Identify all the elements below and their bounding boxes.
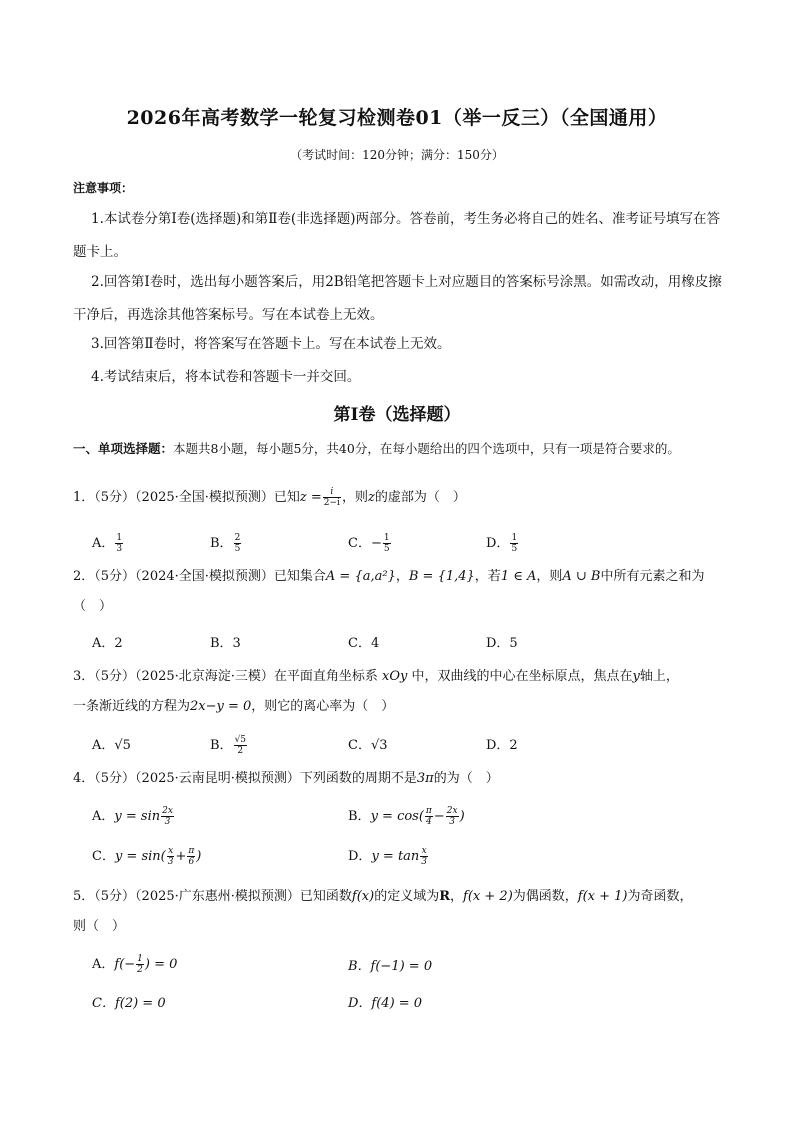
option-expr: f(− xyxy=(114,957,136,972)
frac-num: 1 xyxy=(116,533,123,543)
q2-stem-text: 中所有元素之和为 xyxy=(600,569,705,584)
frac-num: 1 xyxy=(511,533,518,543)
question-3-stem xyxy=(73,662,733,692)
q3-stem-text: 中，双曲线的中心在坐标原点，焦点在 xyxy=(411,669,633,684)
option-fraction xyxy=(167,846,175,867)
question-5-stem xyxy=(73,882,733,912)
notice-heading: 注意事项： xyxy=(73,181,134,195)
q4-stem-text: 4．（5分）（2025·云南昆明·模拟预测）下列函数的周期不是 xyxy=(73,771,417,786)
q1-frac-den: 2−i xyxy=(323,498,340,508)
option-fraction xyxy=(446,806,459,827)
option-label: D． xyxy=(486,536,510,551)
section-intro xyxy=(73,438,728,460)
q5-option-a[interactable] xyxy=(92,953,177,975)
frac-den: 5 xyxy=(383,544,390,554)
q4-option-d[interactable] xyxy=(348,845,429,867)
option-label: C． xyxy=(348,536,371,551)
option-label: B． xyxy=(210,536,233,551)
q4-option-b[interactable] xyxy=(348,805,465,827)
notice-item-2 xyxy=(73,266,728,332)
q5-stem-text: 为偶函数， xyxy=(512,889,578,904)
section-intro-text: 本题共8小题，每小题5分，共40分，在每小题给出的四个选项中，只有一项是符合要求的。 xyxy=(173,441,680,456)
notice-item-text: 1.本试卷分第Ⅰ卷(选择题)和第Ⅱ卷(非选择题)两部分。答卷前，考生务必将自己的姓名、准考证号填写在答题卡上。 xyxy=(73,211,720,260)
question-4-stem xyxy=(73,764,733,794)
q2-option-d[interactable]: D．5 xyxy=(486,636,518,651)
q3-stem-text: 轴上， xyxy=(639,669,679,684)
question-1-stem xyxy=(73,483,733,513)
option-expr: y = sin xyxy=(114,809,161,824)
q2-stem-text: ， xyxy=(395,569,409,584)
option-fraction xyxy=(420,846,428,867)
frac-den: 3 xyxy=(421,857,428,867)
frac-num: x xyxy=(421,846,427,856)
question-2-stem xyxy=(73,562,733,592)
q5-func: f(x) xyxy=(351,889,375,904)
q2-option-a[interactable]: A．2 xyxy=(92,636,123,651)
q1-option-d[interactable] xyxy=(486,532,519,554)
option-fraction xyxy=(425,806,433,827)
frac-num: 1 xyxy=(383,533,390,543)
frac-num: 1 xyxy=(137,954,143,964)
q5-stem-text: 5．（5分）（2025·广东惠州·模拟预测）已知函数 xyxy=(73,889,352,904)
option-sign: − xyxy=(370,536,382,551)
q5-func-shift2: f(x + 2) xyxy=(463,889,513,904)
frac-den: 3 xyxy=(449,817,456,827)
frac-num: 2 xyxy=(234,533,241,543)
option-fraction xyxy=(115,533,123,554)
q1-var: z xyxy=(367,490,375,505)
q3-stem-text: 3．（5分）（2025·北京海淀·三模）在平面直角坐标系 xyxy=(73,669,378,684)
question-2-stem-cont: （ ） xyxy=(73,599,113,614)
option-expr: y = cos( xyxy=(370,809,424,824)
option-op: + xyxy=(175,849,187,864)
option-op: − xyxy=(433,809,445,824)
q1-stem-text: 的虚部为（ ） xyxy=(374,490,466,505)
q3-option-d[interactable]: D．2 xyxy=(486,738,518,753)
q2-union: A ∪ B xyxy=(562,569,601,584)
option-fraction xyxy=(510,533,518,554)
option-fraction xyxy=(383,533,391,554)
notice-item-text: 4.考试结束后，将本试卷和答题卡一并交回。 xyxy=(91,369,361,385)
q2-stem-text: 2．（5分）（2024·全国·模拟预测）已知集合 xyxy=(73,569,326,584)
q5-stem-text: ， xyxy=(450,889,464,904)
option-fraction xyxy=(187,846,195,867)
option-expr: ) xyxy=(459,809,465,824)
q3-option-c[interactable]: C．√3 xyxy=(348,738,388,753)
option-label: A． xyxy=(92,957,115,972)
q4-option-a[interactable] xyxy=(92,805,175,827)
frac-num: π xyxy=(188,846,195,856)
exam-title: 2026年高考数学一轮复习检测卷01（举一反三）（全国通用） xyxy=(126,107,668,129)
q2-stem-text: ，则 xyxy=(536,569,563,584)
q3-eq: 2x−y = 0 xyxy=(190,699,252,714)
option-label: B． xyxy=(210,738,233,753)
q1-stem-text: 1．（5分）（2025·全国·模拟预测）已知 xyxy=(73,490,300,505)
q2-option-c[interactable]: C．4 xyxy=(348,636,380,651)
q1-option-a[interactable] xyxy=(92,532,124,554)
option-label: A． xyxy=(92,809,115,824)
q2-set-b: B = {1,4} xyxy=(408,569,475,584)
frac-num: x xyxy=(168,846,174,856)
question-3-stem-cont xyxy=(73,692,733,722)
frac-den: 6 xyxy=(188,857,195,867)
frac-num: 2x xyxy=(162,806,173,816)
q2-condition: 1 ∈ A xyxy=(500,569,537,584)
frac-num: π xyxy=(425,806,432,816)
frac-den: 2 xyxy=(237,746,244,756)
q3-option-b[interactable] xyxy=(210,734,248,756)
q1-option-c[interactable] xyxy=(348,532,392,554)
question-5-stem-cont: 则（ ） xyxy=(73,919,126,934)
option-fraction xyxy=(161,806,174,827)
frac-den: 3 xyxy=(164,817,171,827)
q2-set-a: A = {a,a²} xyxy=(325,569,396,584)
notice-item-text: 3.回答第Ⅱ卷时，将答案写在答题卡上。写在本试卷上无效。 xyxy=(91,336,451,352)
q1-fraction xyxy=(323,487,341,508)
q5-stem-text: 的定义域为 xyxy=(374,889,440,904)
section-title: 第Ⅰ卷（选择题） xyxy=(333,405,461,425)
q2-stem-text: ，若 xyxy=(474,569,501,584)
notice-item-3 xyxy=(73,328,728,361)
q3-coord: xOy xyxy=(382,669,408,684)
exam-subtitle: （考试时间：120分钟；满分：150分） xyxy=(290,148,504,162)
q5-func-shift1: f(x + 1) xyxy=(577,889,628,904)
notice-item-text: 2.回答第Ⅰ卷时，选出每小题答案后，用2B铅笔把答题卡上对应题目的答案标号涂黑。如需改动，用橡皮擦干净后，再选涂其他答案标号。写在本试卷上无效。 xyxy=(73,274,722,323)
q5-option-c[interactable]: C．f(2) = 0 xyxy=(92,996,166,1011)
q1-option-b[interactable] xyxy=(210,532,242,554)
option-expr: y = tan xyxy=(371,849,420,864)
q3-stem-text: ，则它的离心率为（ ） xyxy=(251,699,395,714)
q5-option-d[interactable]: D．f(4) = 0 xyxy=(348,996,423,1011)
q5-domain: R xyxy=(439,889,451,904)
option-expr: ) xyxy=(196,849,202,864)
frac-den: 3 xyxy=(167,857,174,867)
q5-stem-text: 为奇函数， xyxy=(627,889,693,904)
frac-num: √5 xyxy=(234,735,247,745)
option-label: B． xyxy=(348,809,371,824)
option-label: A． xyxy=(92,536,115,551)
frac-den: 5 xyxy=(234,544,241,554)
q1-frac-num: i xyxy=(323,487,341,498)
q3-var: y xyxy=(632,669,640,684)
option-label: D． xyxy=(348,849,372,864)
frac-den: 5 xyxy=(511,544,518,554)
frac-den: 3 xyxy=(116,544,123,554)
section-intro-label: 一、单项选择题： xyxy=(73,441,174,456)
frac-den: 4 xyxy=(426,817,432,827)
q4-option-c[interactable] xyxy=(92,845,201,867)
q4-period: 3π xyxy=(416,771,434,786)
option-expr: ) = 0 xyxy=(144,957,178,972)
option-expr: y = sin( xyxy=(114,849,166,864)
q5-option-b[interactable]: B．f(−1) = 0 xyxy=(348,959,433,974)
frac-num: 2x xyxy=(446,806,458,816)
q1-stem-text: ，则 xyxy=(341,490,368,505)
notice-item-1 xyxy=(73,203,728,269)
option-label: C． xyxy=(92,849,115,864)
option-fraction xyxy=(136,954,144,975)
q2-option-b[interactable]: B．3 xyxy=(210,636,241,651)
option-fraction xyxy=(234,533,242,554)
q3-option-a[interactable]: A．√5 xyxy=(92,738,131,753)
frac-den: 2 xyxy=(137,965,143,975)
option-fraction xyxy=(234,735,247,756)
notice-item-4 xyxy=(73,361,728,394)
q1-eq: z = xyxy=(299,490,322,505)
q3-stem-text: 一条渐近线的方程为 xyxy=(73,699,191,714)
q4-stem-text: 的为（ ） xyxy=(433,771,499,786)
